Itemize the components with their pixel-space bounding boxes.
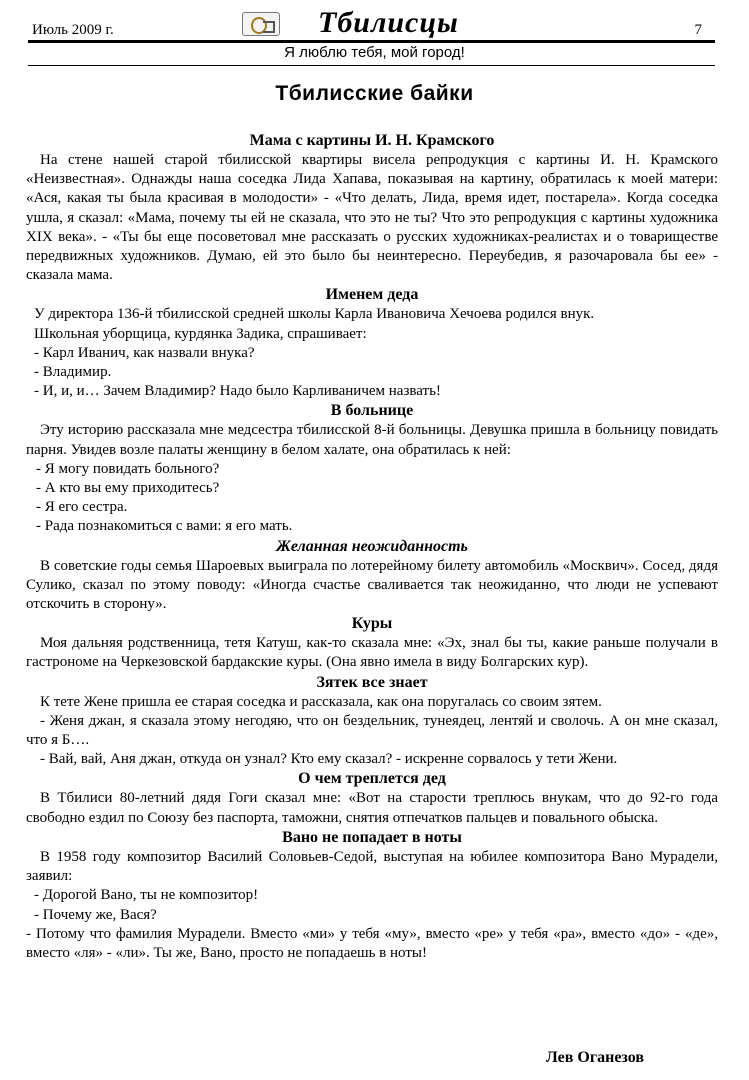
story-title: Желанная неожиданность bbox=[276, 537, 468, 555]
slogan: Я люблю тебя, мой город! bbox=[284, 44, 465, 61]
story-title: Зятек все знает bbox=[316, 673, 428, 691]
story-paragraph: В Тбилиси 80-летний дядя Гоги сказал мне: «Вот на старости треплюсь внукам, что до 92-го года свободно ездил по Союзу без паспорта, таможни, снятия отпечатков пальцев и повального обыска. bbox=[26, 790, 718, 826]
header-rule bbox=[28, 40, 715, 43]
issue-date: Июль 2009 г. bbox=[32, 22, 114, 38]
story bbox=[26, 673, 718, 770]
dialogue-line: - Рада познакомиться с вами: я его мать. bbox=[36, 518, 293, 535]
story bbox=[26, 614, 718, 672]
page-title: Тбилисские байки bbox=[275, 82, 474, 105]
story-paragraph: - Женя джан, я сказала этому негодяю, что он бездельник, тунеядец, лентяй и сволочь. А он мне сказал, что я Б…. bbox=[26, 712, 718, 749]
author-signature: Лев Оганезов bbox=[545, 1049, 644, 1066]
dialogue-line: - Владимир. bbox=[34, 364, 112, 381]
story bbox=[26, 828, 718, 963]
story-paragraph: Моя дальняя родственница, тетя Катуш, как-то сказала мне: «Эх, знал бы ты, какие раньше получали в гастрономе на Черкезовской бардакские куры. (Она явно имела в виду Болгарских кур). bbox=[26, 635, 718, 671]
story-title: Вано не попадает в ноты bbox=[282, 828, 462, 846]
story bbox=[26, 285, 718, 401]
stories bbox=[26, 131, 718, 963]
dialogue-line: - Карл Иванич, как назвали внука? bbox=[34, 344, 255, 361]
story-paragraph: К тете Жене пришла ее старая соседка и рассказала, как она поругалась со своим зятем. bbox=[40, 693, 602, 710]
slogan-rule bbox=[28, 65, 715, 66]
dialogue-line: - Дорогой Вано, ты не композитор! bbox=[34, 887, 259, 904]
story-paragraph: - Вай, вай, Аня джан, откуда он узнал? Кто ему сказал? - искренне сорвалось у тети Жени. bbox=[40, 751, 618, 768]
masthead: Тбилисцы bbox=[318, 6, 459, 39]
story bbox=[26, 537, 718, 615]
dialogue-line: - И, и, и… Зачем Владимир? Надо было Карливаничем назвать! bbox=[34, 383, 441, 400]
story-paragraph: Эту историю рассказала мне медсестра тбилисской 8-й больницы. Девушка пришла в больницу повидать парня. Увидев возле палаты женщину в белом халате, она обратилась к ней: bbox=[26, 422, 718, 458]
dialogue-line: - Потому что фамилия Мурадели. Вместо «ми» у тебя «му», вместо «ре» у тебя «ра», вместо «до» - «де», вместо «ля» - «ли». Ты же, Вано, просто не попадаешь в ноты! bbox=[26, 925, 718, 961]
story bbox=[26, 769, 718, 827]
publisher-logo-icon bbox=[242, 12, 280, 36]
story-title: Куры bbox=[351, 615, 393, 633]
dialogue-line: - Я его сестра. bbox=[36, 499, 128, 516]
story-line: У директора 136-й тбилисской средней школы Карла Ивановича Хечоева родился внук. bbox=[34, 306, 595, 323]
story-title: Именем деда bbox=[325, 286, 419, 304]
dialogue-line: - А кто вы ему приходитесь? bbox=[36, 480, 220, 497]
story-title: В больнице bbox=[330, 402, 414, 420]
story bbox=[26, 401, 718, 536]
story-paragraph: В советские годы семья Шароевых выиграла по лотерейному билету автомобиль «Москвич». Сосед, дядя Сулико, сказал по этому поводу: «Иногда счастье сваливается так неожиданно, что люди не успевают отскочить в сторону». bbox=[26, 557, 718, 613]
page-number: 7 bbox=[694, 22, 702, 38]
story-paragraph: В 1958 году композитор Василий Соловьев-Седой, выступая на юбилее композитора Вано Мурадели, заявил: bbox=[26, 848, 718, 885]
dialogue-line: - Почему же, Вася? bbox=[34, 906, 157, 923]
story-title: Мама с картины И. Н. Крамского bbox=[249, 132, 495, 149]
story bbox=[26, 131, 718, 285]
story-title: О чем треплется дед bbox=[298, 770, 446, 788]
story-paragraph: На стене нашей старой тбилисской квартиры висела репродукция с картины И. Н. Крамского «Неизвестная». Однажды наша соседка Лида Хапава, показывая на картину, обратилась к моей матери: «Ася, какая ты была красивая в молодости» - «Что делать, Лида, время идет, постарела». Когда соседка ушла, я сказал: «Мама, почему ты ей не сказала, что это не ты? Что это репродукция с картины художника XIX века». - «Ты бы еще посоветовал мне рассказать о русских художниках-реалистах и о товариществе передвижных художников. Думаю, ей это было бы неинтересно. Переубедив, я разочаровала бы ее» - сказала мама. bbox=[26, 152, 718, 284]
page-header bbox=[20, 6, 720, 40]
dialogue-line: - Я могу повидать больного? bbox=[36, 460, 220, 477]
story-line: Школьная уборщица, курдянка Задика, спрашивает: bbox=[34, 325, 367, 342]
